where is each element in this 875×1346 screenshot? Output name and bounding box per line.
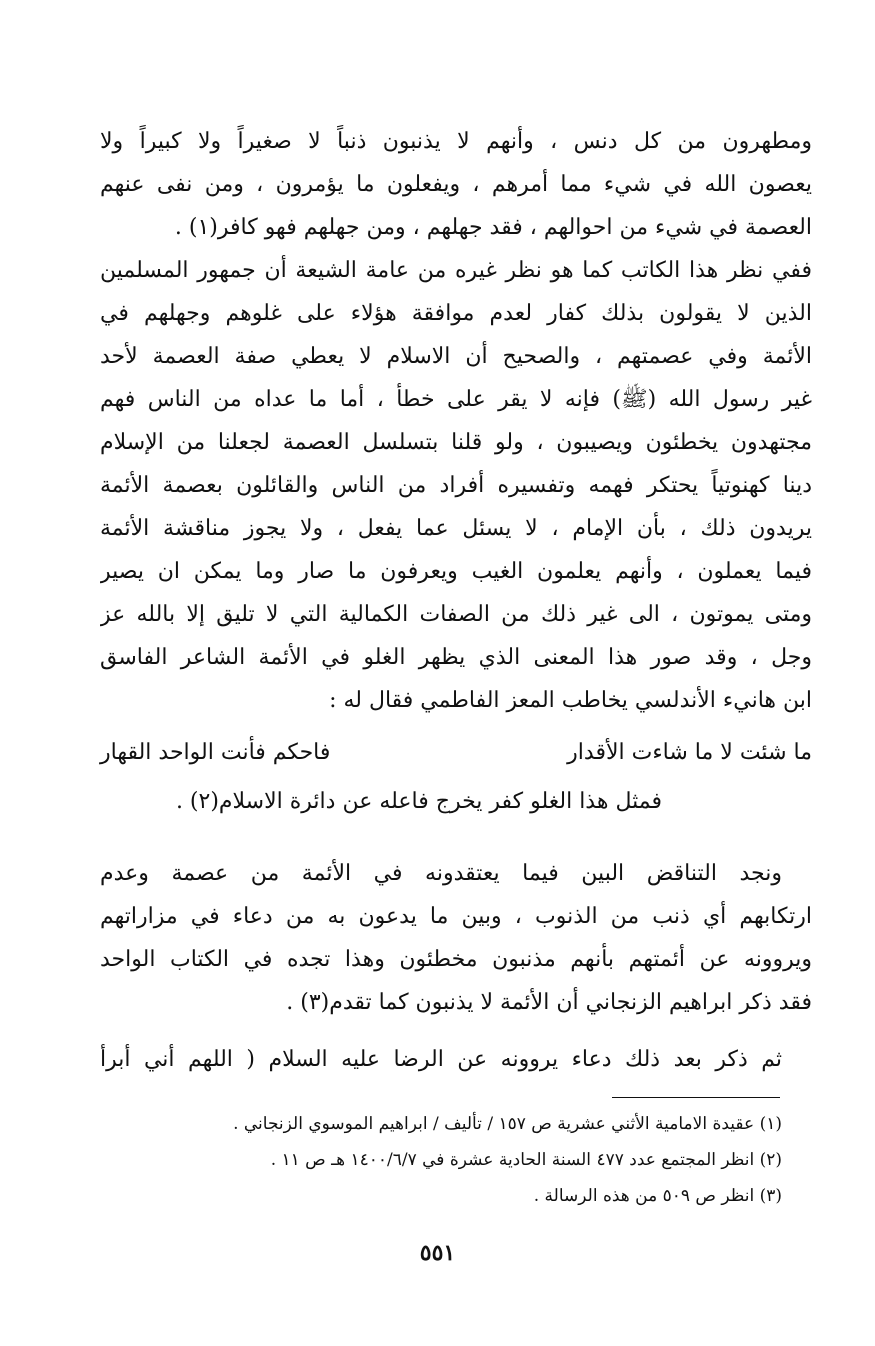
paragraph-2: [100, 249, 812, 722]
text-line: دينا كهنوتياً يحتكر فهمه وتفسيره أفراد من الناس والقائلون بعصمة الأئمة: [100, 473, 812, 498]
verse-first-hemistich: ما شئت لا ما شاءت الأقدار: [567, 740, 812, 765]
text-line: ومتى يموتون ، الى غير ذلك من الصفات الكمالية التي لا تليق إلا بالله عز: [100, 602, 812, 627]
text-line: ففي نظر هذا الكاتب كما هو نظر غيره من عامة الشيعة أن جمهور المسلمين: [100, 258, 812, 283]
paragraph-3: [100, 852, 812, 1024]
text-line: وجل ، وقد صور هذا المعنى الذي يظهر الغلو في الأئمة الشاعر الفاسق: [100, 645, 812, 670]
page-number: ٥٥١: [419, 1240, 456, 1266]
text-line: ويروونه عن أئمتهم بأنهم مذنبون مخطئون وهذا تجده في الكتاب الواحد: [100, 947, 812, 972]
text-line: يريدون ذلك ، بأن الإمام ، لا يسئل عما يفعل ، ولا يجوز مناقشة الأئمة: [100, 516, 812, 541]
paragraph-1: [100, 120, 812, 249]
text-line: ارتكابهم أي ذنب من الذنوب ، وبين ما يدعون به من دعاء في مزاراتهم: [100, 904, 812, 929]
text-line: ابن هانيء الأندلسي يخاطب المعز الفاطمي فقال له :: [329, 688, 812, 713]
text-line: يعصون الله في شيء مما أمرهم ، ويفعلون ما يؤمرون ، ومن نفى عنهم: [100, 172, 812, 197]
text-line: مجتهدون يخطئون ويصيبون ، ولو قلنا بتسلسل العصمة لجعلنا من الإسلام: [100, 430, 812, 455]
body-text: [100, 120, 812, 1081]
paragraph-4: [100, 1038, 812, 1081]
text-line: ومطهرون من كل دنس ، وأنهم لا يذنبون ذنباً لا صغيراً ولا كبيراً ولا: [100, 129, 812, 154]
footnotes: [100, 1106, 782, 1214]
text-line: غير رسول الله (ﷺ) فإنه لا يقر على خطأ ، أما ما عداه من الناس فهم: [100, 387, 812, 412]
text-line: فيما يعملون ، وأنهم يعلمون الغيب ويعرفون ما صار وما يمكن ان يصير: [100, 559, 812, 584]
footnote-3: (٣) انظر ص ٥٠٩ من هذه الرسالة .: [533, 1186, 782, 1206]
text-line: فقد ذكر ابراهيم الزنجاني أن الأئمة لا يذنبون كما تقدم(٣) .: [286, 990, 812, 1015]
text-line: ثم ذكر بعد ذلك دعاء يروونه عن الرضا عليه السلام ( اللهم أني أبرأ: [100, 1047, 782, 1072]
footnote-1: (١) عقيدة الامامية الأثني عشرية ص ١٥٧ / تأليف / ابراهيم الموسوي الزنجاني .: [233, 1114, 782, 1134]
footnote-2: (٢) انظر المجتمع عدد ٤٧٧ السنة الحادية عشرة في ١٤٠٠/٦/٧ هـ ص ١١ .: [270, 1150, 782, 1170]
footnote-divider: [612, 1097, 780, 1098]
text-line: ونجد التناقض البين فيما يعتقدونه في الأئمة من عصمة وعدم: [100, 861, 782, 886]
verse-commentary: فمثل هذا الغلو كفر يخرج فاعله عن دائرة الاسلام(٢) .: [175, 789, 662, 814]
text-line: الأئمة وفي عصمتهم ، والصحيح أن الاسلام لا يعطي صفة العصمة لأحد: [100, 344, 812, 369]
verse-second-hemistich: فاحكم فأنت الواحد القهار: [100, 740, 331, 765]
text-line: الذين لا يقولون بذلك كفار لعدم موافقة هؤلاء على غلوهم وجهلهم في: [100, 301, 812, 326]
poem-verse: [100, 728, 812, 778]
text-line: العصمة في شيء من احوالهم ، فقد جهلهم ، ومن جهلهم فهو كافر(١) .: [174, 215, 812, 240]
